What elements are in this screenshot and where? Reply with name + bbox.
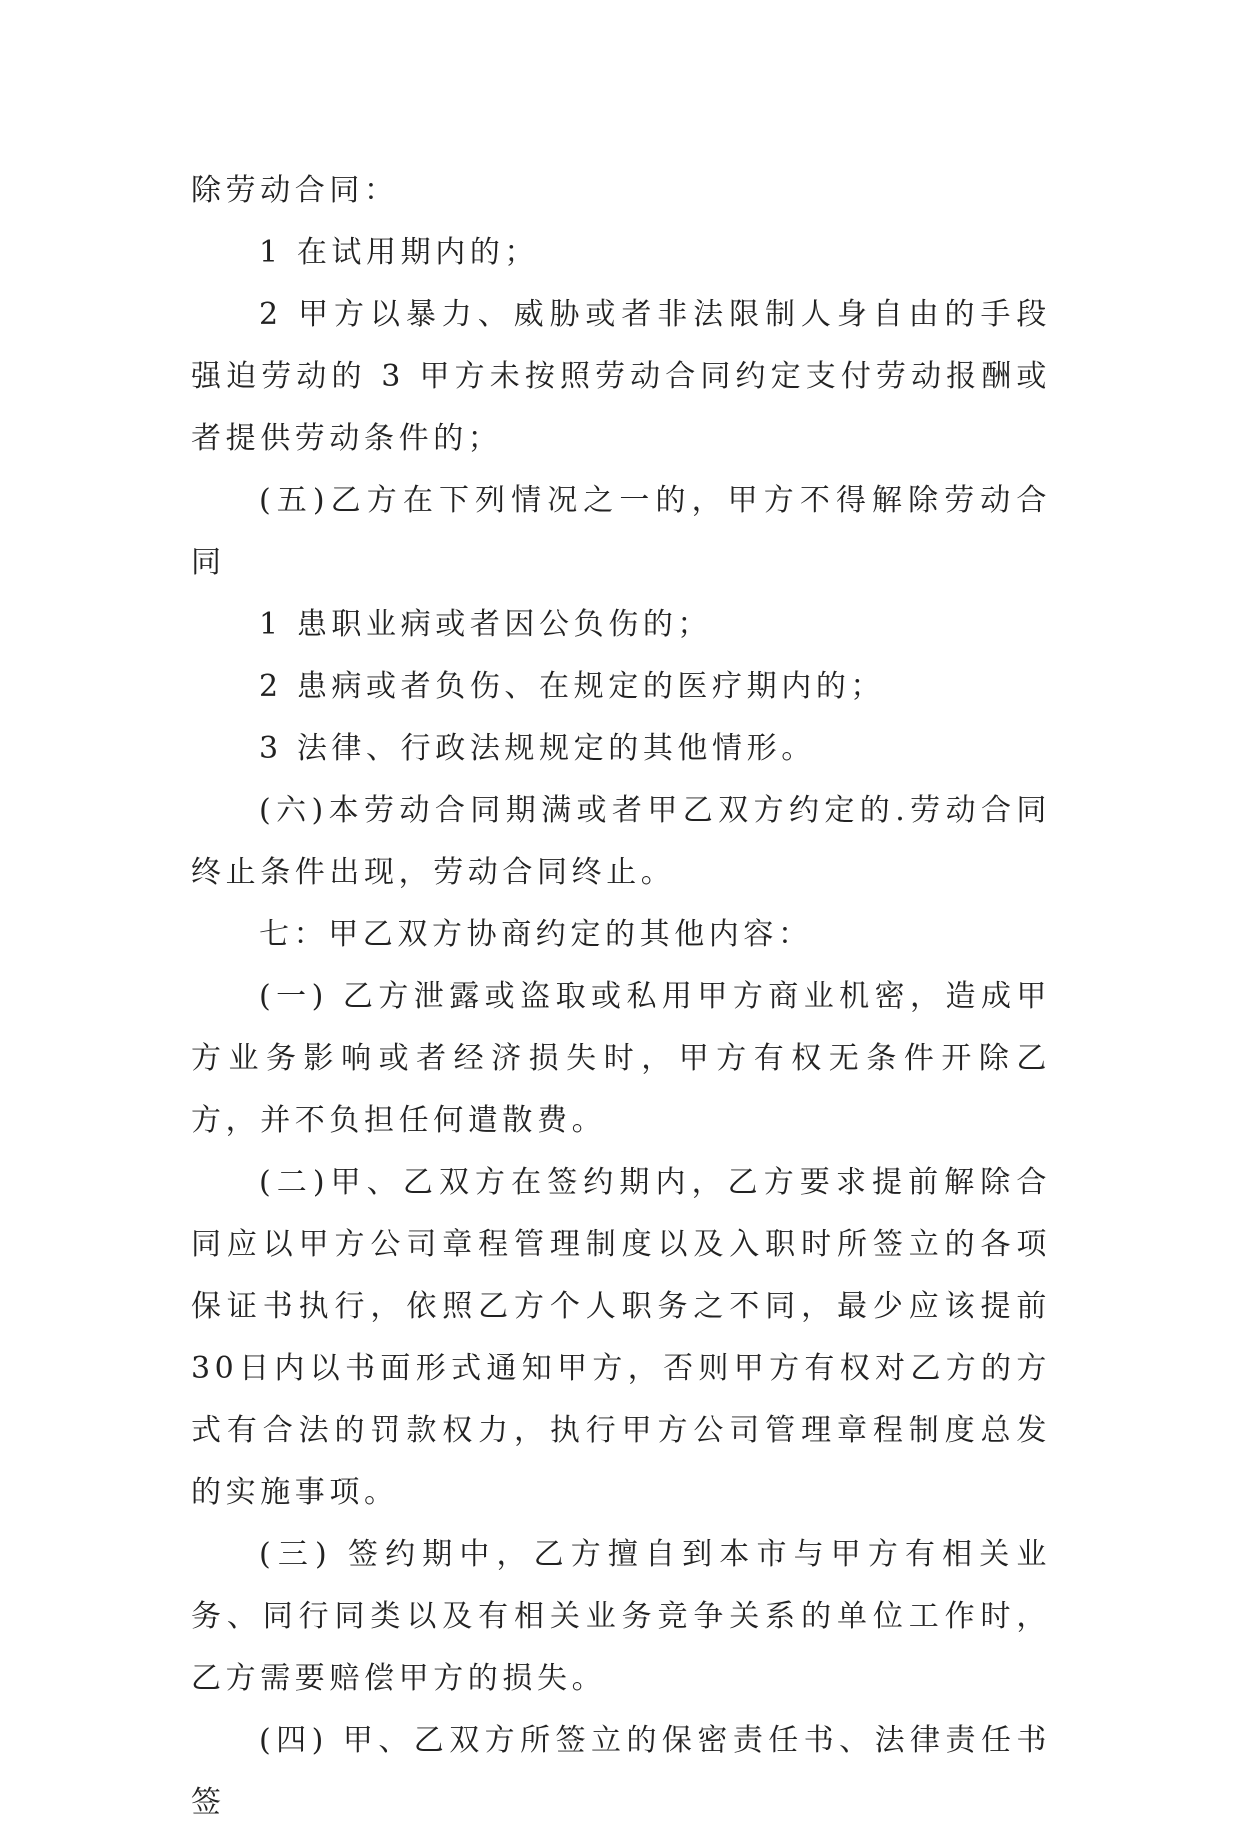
paragraph-2: 2 甲方以暴力、威胁或者非法限制人身自由的手段强迫劳动的 3 甲方未按照劳动合同约定支付劳动报酬或者提供劳动条件的；: [191, 297, 1051, 456]
paragraph-8: 七：甲乙双方协商约定的其他内容：: [259, 917, 813, 952]
paragraph-1: 1 在试用期内的；: [259, 235, 540, 270]
paragraph-3: (五)乙方在下列情况之一的，甲方不得解除劳动合同: [191, 483, 1051, 580]
paragraph-10: (二)甲、乙双方在签约期内，乙方要求提前解除合同应以甲方公司章程管理制度以及入职时所签立的各项保证书执行，依照乙方个人职务之不同，最少应该提前30日内以书面形式通知甲方，否则甲方有权对乙方的方式有合法的罚款权力，执行甲方公司管理章程制度总发的实施事项。: [191, 1165, 1051, 1510]
paragraph-0: 除劳动合同：: [191, 173, 399, 208]
paragraph-11: (三) 签约期中，乙方擅自到本市与甲方有相关业务、同行同类以及有相关业务竞争关系的单位工作时，乙方需要赔偿甲方的损失。: [191, 1537, 1051, 1696]
paragraph-12: (四) 甲、乙双方所签立的保密责任书、法律责任书签: [191, 1723, 1051, 1820]
paragraph-7: (六)本劳动合同期满或者甲乙双方约定的.劳动合同终止条件出现，劳动合同终止。: [191, 793, 1051, 890]
paragraph-6: 3 法律、行政法规规定的其他情形。: [259, 731, 816, 766]
paragraph-5: 2 患病或者负伤、在规定的医疗期内的；: [259, 669, 886, 704]
paragraph-9: (一) 乙方泄露或盗取或私用甲方商业机密，造成甲方业务影响或者经济损失时，甲方有权无条件开除乙方，并不负担任何遣散费。: [191, 979, 1051, 1138]
document-page: [191, 160, 1051, 1834]
paragraph-4: 1 患职业病或者因公负伤的；: [259, 607, 713, 642]
